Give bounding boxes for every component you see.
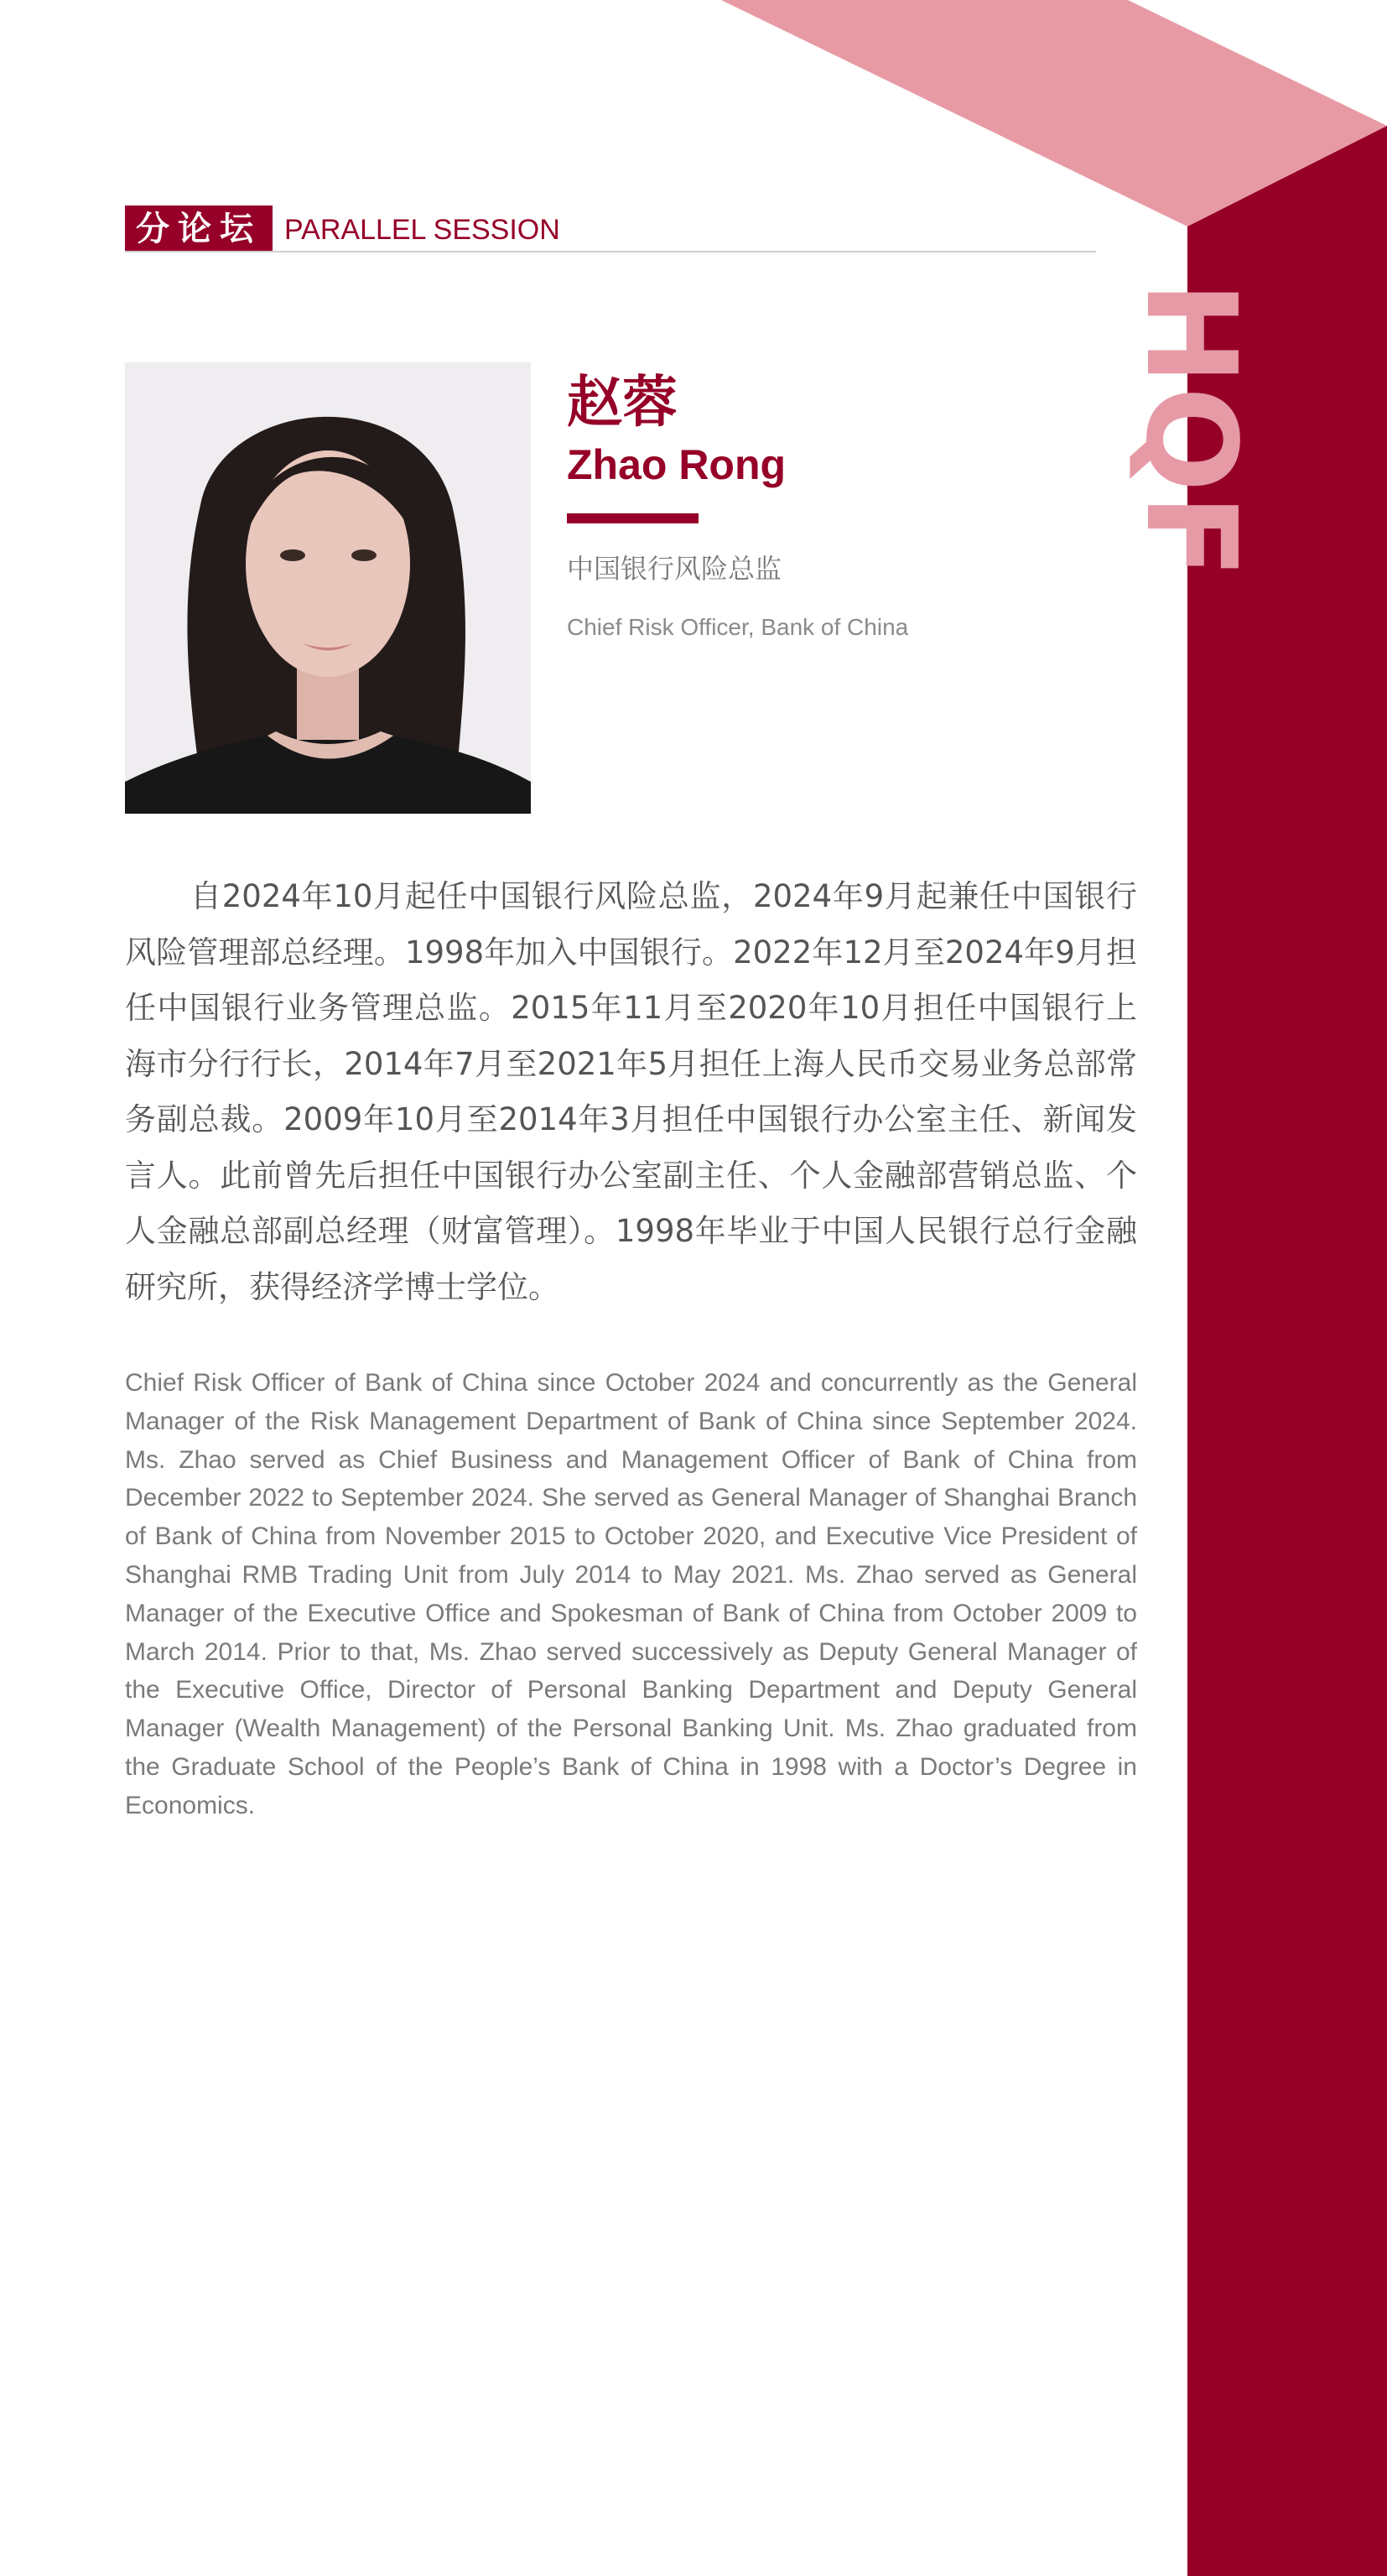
speaker-name-cn: 赵蓉	[567, 370, 678, 435]
session-badge: 分论坛	[125, 206, 273, 252]
header-divider	[125, 251, 1096, 252]
session-label: PARALLEL SESSION	[284, 214, 560, 246]
name-underline	[567, 513, 699, 523]
vertical-brand-label: HQF	[1119, 281, 1263, 580]
biography-en: Chief Risk Officer of Bank of China since October 2024 and concurrently as the General Manager of the Risk Management Department of Bank of China since September 2024. Ms. Zhao served as Chief Business and Management Officer of Bank of China from December 2022 to September 2024. She served as General Manager of Shanghai Branch of Bank of China from November 2015 to October 2020, and Executive Vice President of Shanghai RMB Trading Unit from July 2014 to May 2021. Ms. Zhao served as General Manager of the Executive Office and Spokesman of Bank of China from October 2009 to March 2014. Prior to that, Ms. Zhao served successively as Deputy General Manager of the Executive Office, Director of Personal Banking Department and Deputy General Manager (Wealth Management) of the Personal Banking Unit. Ms. Zhao graduated from the Graduate School of the People’s Bank of China in 1998 with a Doctor’s Degree in Economics.	[125, 1369, 1137, 1819]
portrait-illustration	[125, 362, 531, 814]
speaker-title-cn: 中国银行风险总监	[567, 553, 782, 585]
biography-cn: 自2024年10月起任中国银行风险总监，2024年9月起兼任中国银行风险管理部总经理。1998年加入中国银行。2022年12月至2024年9月担任中国银行业务管理总监。2015年11月至2020年10月担任中国银行上海市分行行长，2014年7月至2021年5月担任上海人民币交易业务总部常务副总裁。2009年10月至2014年3月担任中国银行办公室主任、新闻发言人。此前曾先后担任中国银行办公室副主任、个人金融部营销总监、个人金融总部副总经理（财富管理）。1998年毕业于中国人民银行总行金融研究所，获得经济学博士学位。	[125, 878, 1137, 1305]
speaker-title-en: Chief Risk Officer, Bank of China	[567, 614, 909, 640]
speaker-name-en: Zhao Rong	[567, 441, 787, 488]
speaker-portrait	[125, 362, 531, 814]
session-header	[125, 206, 1096, 252]
